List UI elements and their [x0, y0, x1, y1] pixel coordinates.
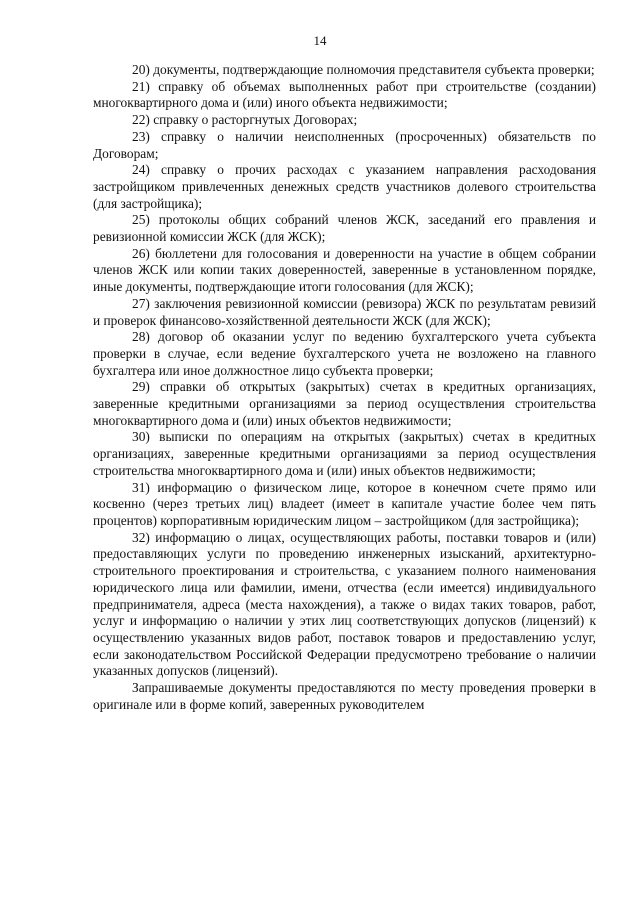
item-27: 27) заключения ревизионной комиссии (ревизора) ЖСК по результатам ревизий и проверок финансово-хозяйственной деятельности ЖСК (для ЖСК);	[93, 295, 596, 328]
closing-paragraph: Запрашиваемые документы предоставляются по месту проведения проверки в оригинале или в форме копий, заверенных руководителем	[93, 680, 596, 712]
page-number: 14	[313, 33, 327, 48]
item-32: 32) информацию о лицах, осуществляющих работы, поставки товаров и (или) предоставляющих услуги по проведению инженерных изысканий, архитектурно-строительного проектирования и строительства, с указанием полного наименования юридического лица или фамилии, имени, отчества (если имеется) индивидуального предпринимателя, адреса (места нахождения), а также о видах таких товаров, работ, услуг и информацию о наличии у этих лиц соответствующих допусков (лицензий) к осуществлению указанных видов работ, поставок товаров и предоставлению услуг, если законодательством Российской Федерации предусмотрено требование о наличии указанных допусков (лицензий).	[93, 529, 596, 679]
item-20: 20) документы, подтверждающие полномочия представителя субъекта проверки;	[132, 62, 595, 77]
item-28: 28) договор об оказании услуг по ведению бухгалтерского учета субъекта проверки в случае, если ведение бухгалтерского учета не возложено на главного бухгалтера или иное должностное лицо субъекта проверки;	[93, 329, 596, 378]
item-22: 22) справку о расторгнутых Договорах;	[132, 112, 358, 128]
item-30: 30) выписки по операциям на открытых (закрытых) счетах в кредитных организациях, заверенные кредитными организациями за период осуществления строительства многоквартирного дома и (или) иных объектов недвижимости;	[93, 429, 596, 478]
item-31: 31) информацию о физическом лице, которое в конечном счете прямо или косвенно (через третьих лиц) владеет (имеет в капитале участие более чем пять процентов) корпоративным юридическим лицом – застройщиком (для застройщика);	[93, 479, 596, 528]
document-body	[93, 62, 596, 713]
item-24: 24) справку о прочих расходах с указанием направления расходования застройщиком привлеченных денежных средств участников долевого строительства (для застройщика);	[93, 162, 596, 211]
item-29: 29) справки об открытых (закрытых) счетах в кредитных организациях, заверенные кредитными организациями за период осуществления строительства многоквартирного дома и (или) иных объектов недвижимости;	[93, 379, 596, 428]
item-21: 21) справку об объемах выполненных работ при строительстве (создании) многоквартирного дома и (или) иного объекта недвижимости;	[93, 78, 596, 111]
item-26: 26) бюллетени для голосования и доверенности на участие в общем собрании членов ЖСК или копии таких доверенностей, заверенные в установленном порядке, иные документы, подтверждающие итоги голосования (для ЖСК);	[93, 245, 596, 295]
item-25: 25) протоколы общих собраний членов ЖСК, заседаний его правления и ревизионной комиссии ЖСК (для ЖСК);	[93, 212, 596, 245]
item-23: 23) справку о наличии неисполненных (просроченных) обязательств по Договорам;	[93, 128, 596, 161]
